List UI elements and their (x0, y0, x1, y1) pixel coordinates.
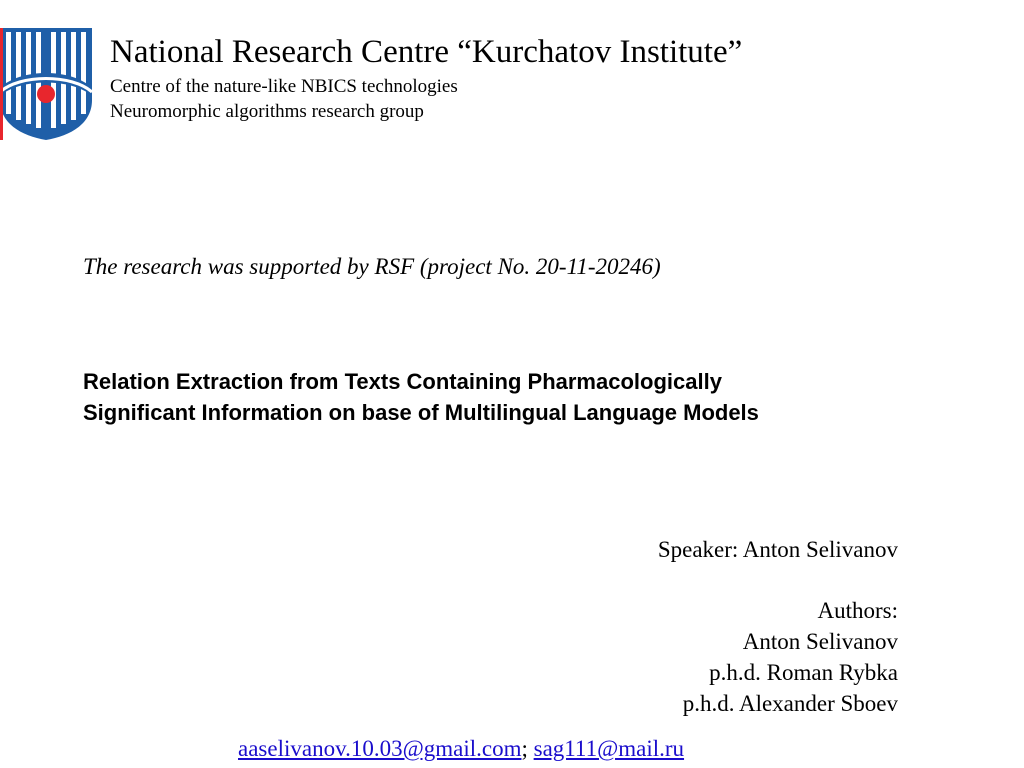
speaker-line: Speaker: Anton Selivanov (657, 537, 898, 562)
organization-subtitle-centre: Centre of the nature-like NBICS technologies (110, 76, 458, 97)
kurchatov-institute-logo-icon (0, 28, 92, 140)
authors-block (683, 595, 898, 719)
contact-emails (238, 736, 684, 762)
paper-title-line-2: Significant Information on base of Multilingual Language Models (83, 400, 759, 425)
paper-title (83, 366, 963, 428)
author-name: p.h.d. Roman Rybka (709, 660, 898, 685)
organization-subtitle-group: Neuromorphic algorithms research group (110, 101, 424, 122)
paper-title-line-1: Relation Extraction from Texts Containing Pharmacologically (83, 369, 722, 394)
kurchatov-logo (0, 28, 92, 140)
authors-heading: Authors: (817, 598, 898, 623)
author-name: p.h.d. Alexander Sboev (682, 691, 898, 716)
funding-note: The research was supported by RSF (project No. 20-11-20246) (83, 254, 661, 279)
author-name: Anton Selivanov (742, 629, 898, 654)
email-link-sboev[interactable]: sag111@mail.ru (533, 736, 685, 761)
email-separator: ; (521, 736, 528, 761)
organization-title: National Research Centre “Kurchatov Institute” (110, 34, 743, 70)
email-link-selivanov[interactable]: aaselivanov.10.03@gmail.com (238, 736, 522, 761)
